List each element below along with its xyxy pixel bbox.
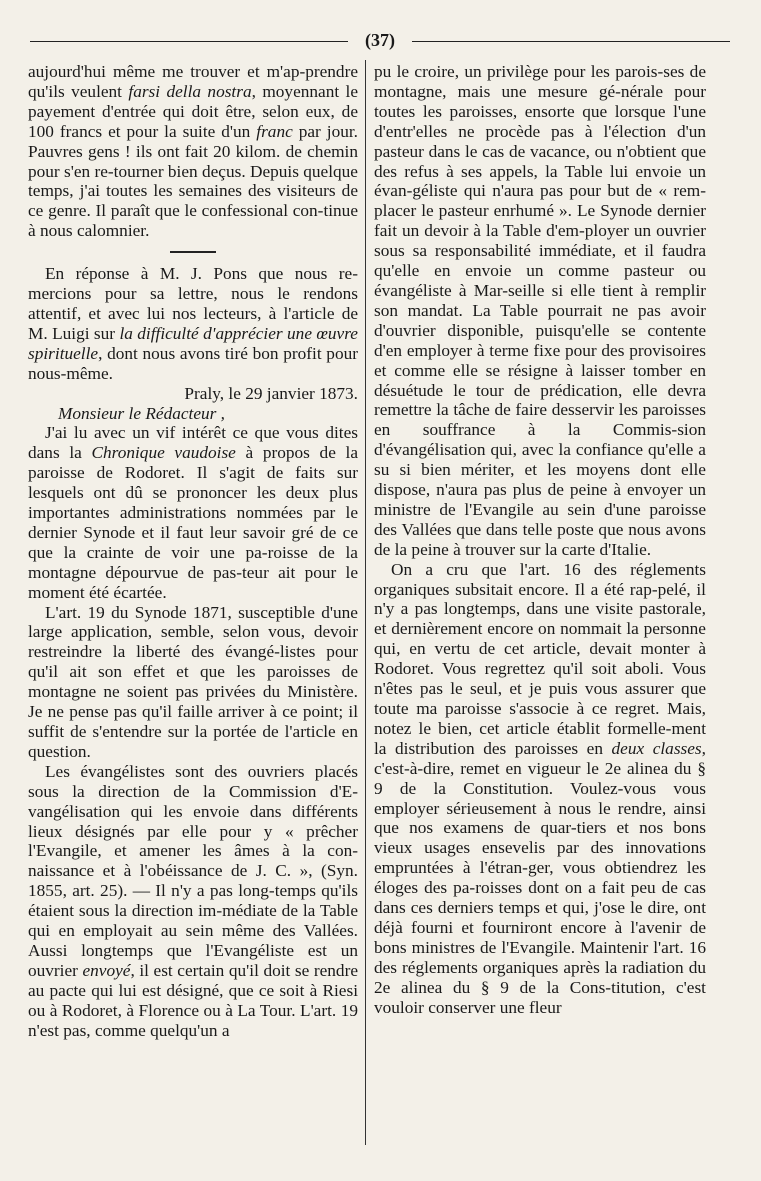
- paragraph: Les évangélistes sont des ouvriers placés sous la direction de la Commission d'E-vangélisation qui les envoie dans différents lieux désignés par elle pour y « prêcher l'Evangile, et amener les âmes à la con-naissance et à l'obéissance de J. C. », (Syn. 1855, art. 25). — Il n'y a pas long-temps qu'ils étaient sous la direction im-médiate de la Table qui en employait au sein même des Vallées. Aussi longtemps que l'Evangéliste est un ouvrier envoyé, il est certain qu'il doit se rendre au pacte qui lui est désigné, que ce soit à Riesi ou à Rodoret, à Florence ou à La Tour. L'art. 19 n'est pas, comme quelqu'un a: [28, 761, 358, 1040]
- paragraph: pu le croire, un privilège pour les parois-ses de montagne, mais une mesure gé-nérale pour toutes les paroisses, ensorte que lorsque l'une d'entr'elles ne procède pas à l'élection d'un pasteur dans le cas de vacance, ou n'obtient que des refus à ses appels, la Table lui envoie un évan-géliste qui n'aura pas pour but de « rem-placer le pasteur enrhumé ». Le Synode dernier fait un devoir à la Table d'em-ployer un ouvrier sous sa responsabilité immédiate, et il faudra qu'elle en envoie un comme pasteur ou évangéliste à Mar-seille si elle tient à remplir son mandat. La Table pourrait ne pas avoir d'ouvrier disponible, puisqu'elle se contente d'en employer à terme fixe pour des provisoires et comme elle se résigne à laisser tomber en désuétude le tour de prédication, elle devra remettre la tâche de faire desservir les paroisses en souffrance à la Commis-sion d'évangélisation qui, avec la confiance qu'elle a su si bien mériter, et les moyens dont elle dispose, n'aura pas plus de peine à envoyer un ministre de l'Evangile au sein d'une paroisse des Vallées que dans telle poste que nous avons de la peine à trouver sur la carte d'Italie.: [374, 62, 707, 559]
- paragraph: L'art. 19 du Synode 1871, susceptible d'une large application, semble, selon vous, devoir restreindre la liberté des évangé-listes pour qu'il ait son effet et que les paroisses de montagne ne soient pas privées du Ministère. Je ne pense pas qu'il faille arriver à ce point; il suffit de s'entendre sur la portée de l'article en question.: [28, 602, 358, 761]
- paragraph: On a cru que l'art. 16 des réglements organiques subsitait encore. Il a été rap-pelé, il n'y a pas longtemps, dans une visite pastorale, et dernièrement encore on nommait la personne qui, en vertu de cet article, devait monter à Rodoret. Vous regrettez qu'il soit aboli. Vous n'êtes pas le seul, et je puis vous assurer que toute ma paroisse s'associe à ce regret. Mais, notez le bien, cet article établit formelle-ment la distribution des paroisses en deux classes, c'est-à-dire, remet en vigueur le 2e alinea du § 9 de la Constitution. Voulez-vous vous employer sérieusement à nous le rendre, ainsi que nos examens de quar-tiers et nos bons vieux usages ensevelis par des innovations empruntées à l'étran-ger, vous obtiendrez les éloges des pa-roisses dont on a fait peu de cas dans ces derniers temps et qui, j'ose le dire, ont déjà fourni et fourniront encore à l'avenir de bons ministres de l'Evangile. Maintenir l'art. 16 des réglements organiques après la radiation du 2e alinea du § 9 de la Cons-titution, c'est vouloir conserver une fleur: [374, 559, 707, 1017]
- page-number: (37): [365, 30, 395, 50]
- header-rule-left: [30, 41, 348, 42]
- left-column: [28, 62, 358, 1041]
- salutation: Monsieur le Rédacteur ,: [58, 403, 226, 423]
- paragraph: aujourd'hui même me trouver et m'ap-prendre qu'ils veulent farsi della nostra, moyennant le payement d'entrée qui doit être, selon eux, de 100 francs et pour la suite d'un franc par jour. Pauvres gens ! ils ont fait 20 kilom. de chemin pour s'en re-tourner bien deçus. Depuis quelque temps, j'ai toutes les semaines des visiteurs de ce genre. Il paraît que le confessional con-tinue à nous calomnier.: [28, 62, 359, 241]
- header-rule-right: [412, 41, 730, 42]
- paragraph: J'ai lu avec un vif intérêt ce que vous dites dans la Chronique vaudoise à propos de la paroisse de Rodoret. Il s'agit de faits sur lesquels ont dû se prononcer les deux plus importantes administrations nommées par le dernier Synode et il faut leur savoir gré de ce que la crainte de voir une pa-roisse de la montagne dépourvue de pas-teur ait pour le moment été écartée.: [28, 423, 358, 602]
- section-separator: [170, 251, 216, 253]
- page-header: [30, 30, 730, 52]
- right-column: [374, 62, 706, 1018]
- column-divider: [365, 60, 366, 1145]
- paragraph: En réponse à M. J. Pons que nous re-mercions pour sa lettre, nous le rendons attentif, et avec lui nos lecteurs, à l'article de M. Luigi sur la difficulté d'apprécier une œuvre spirituelle, dont nous avons tiré bon profit pour nous-même.: [28, 264, 358, 383]
- dateline: Praly, le 29 janvier 1873.: [184, 383, 358, 403]
